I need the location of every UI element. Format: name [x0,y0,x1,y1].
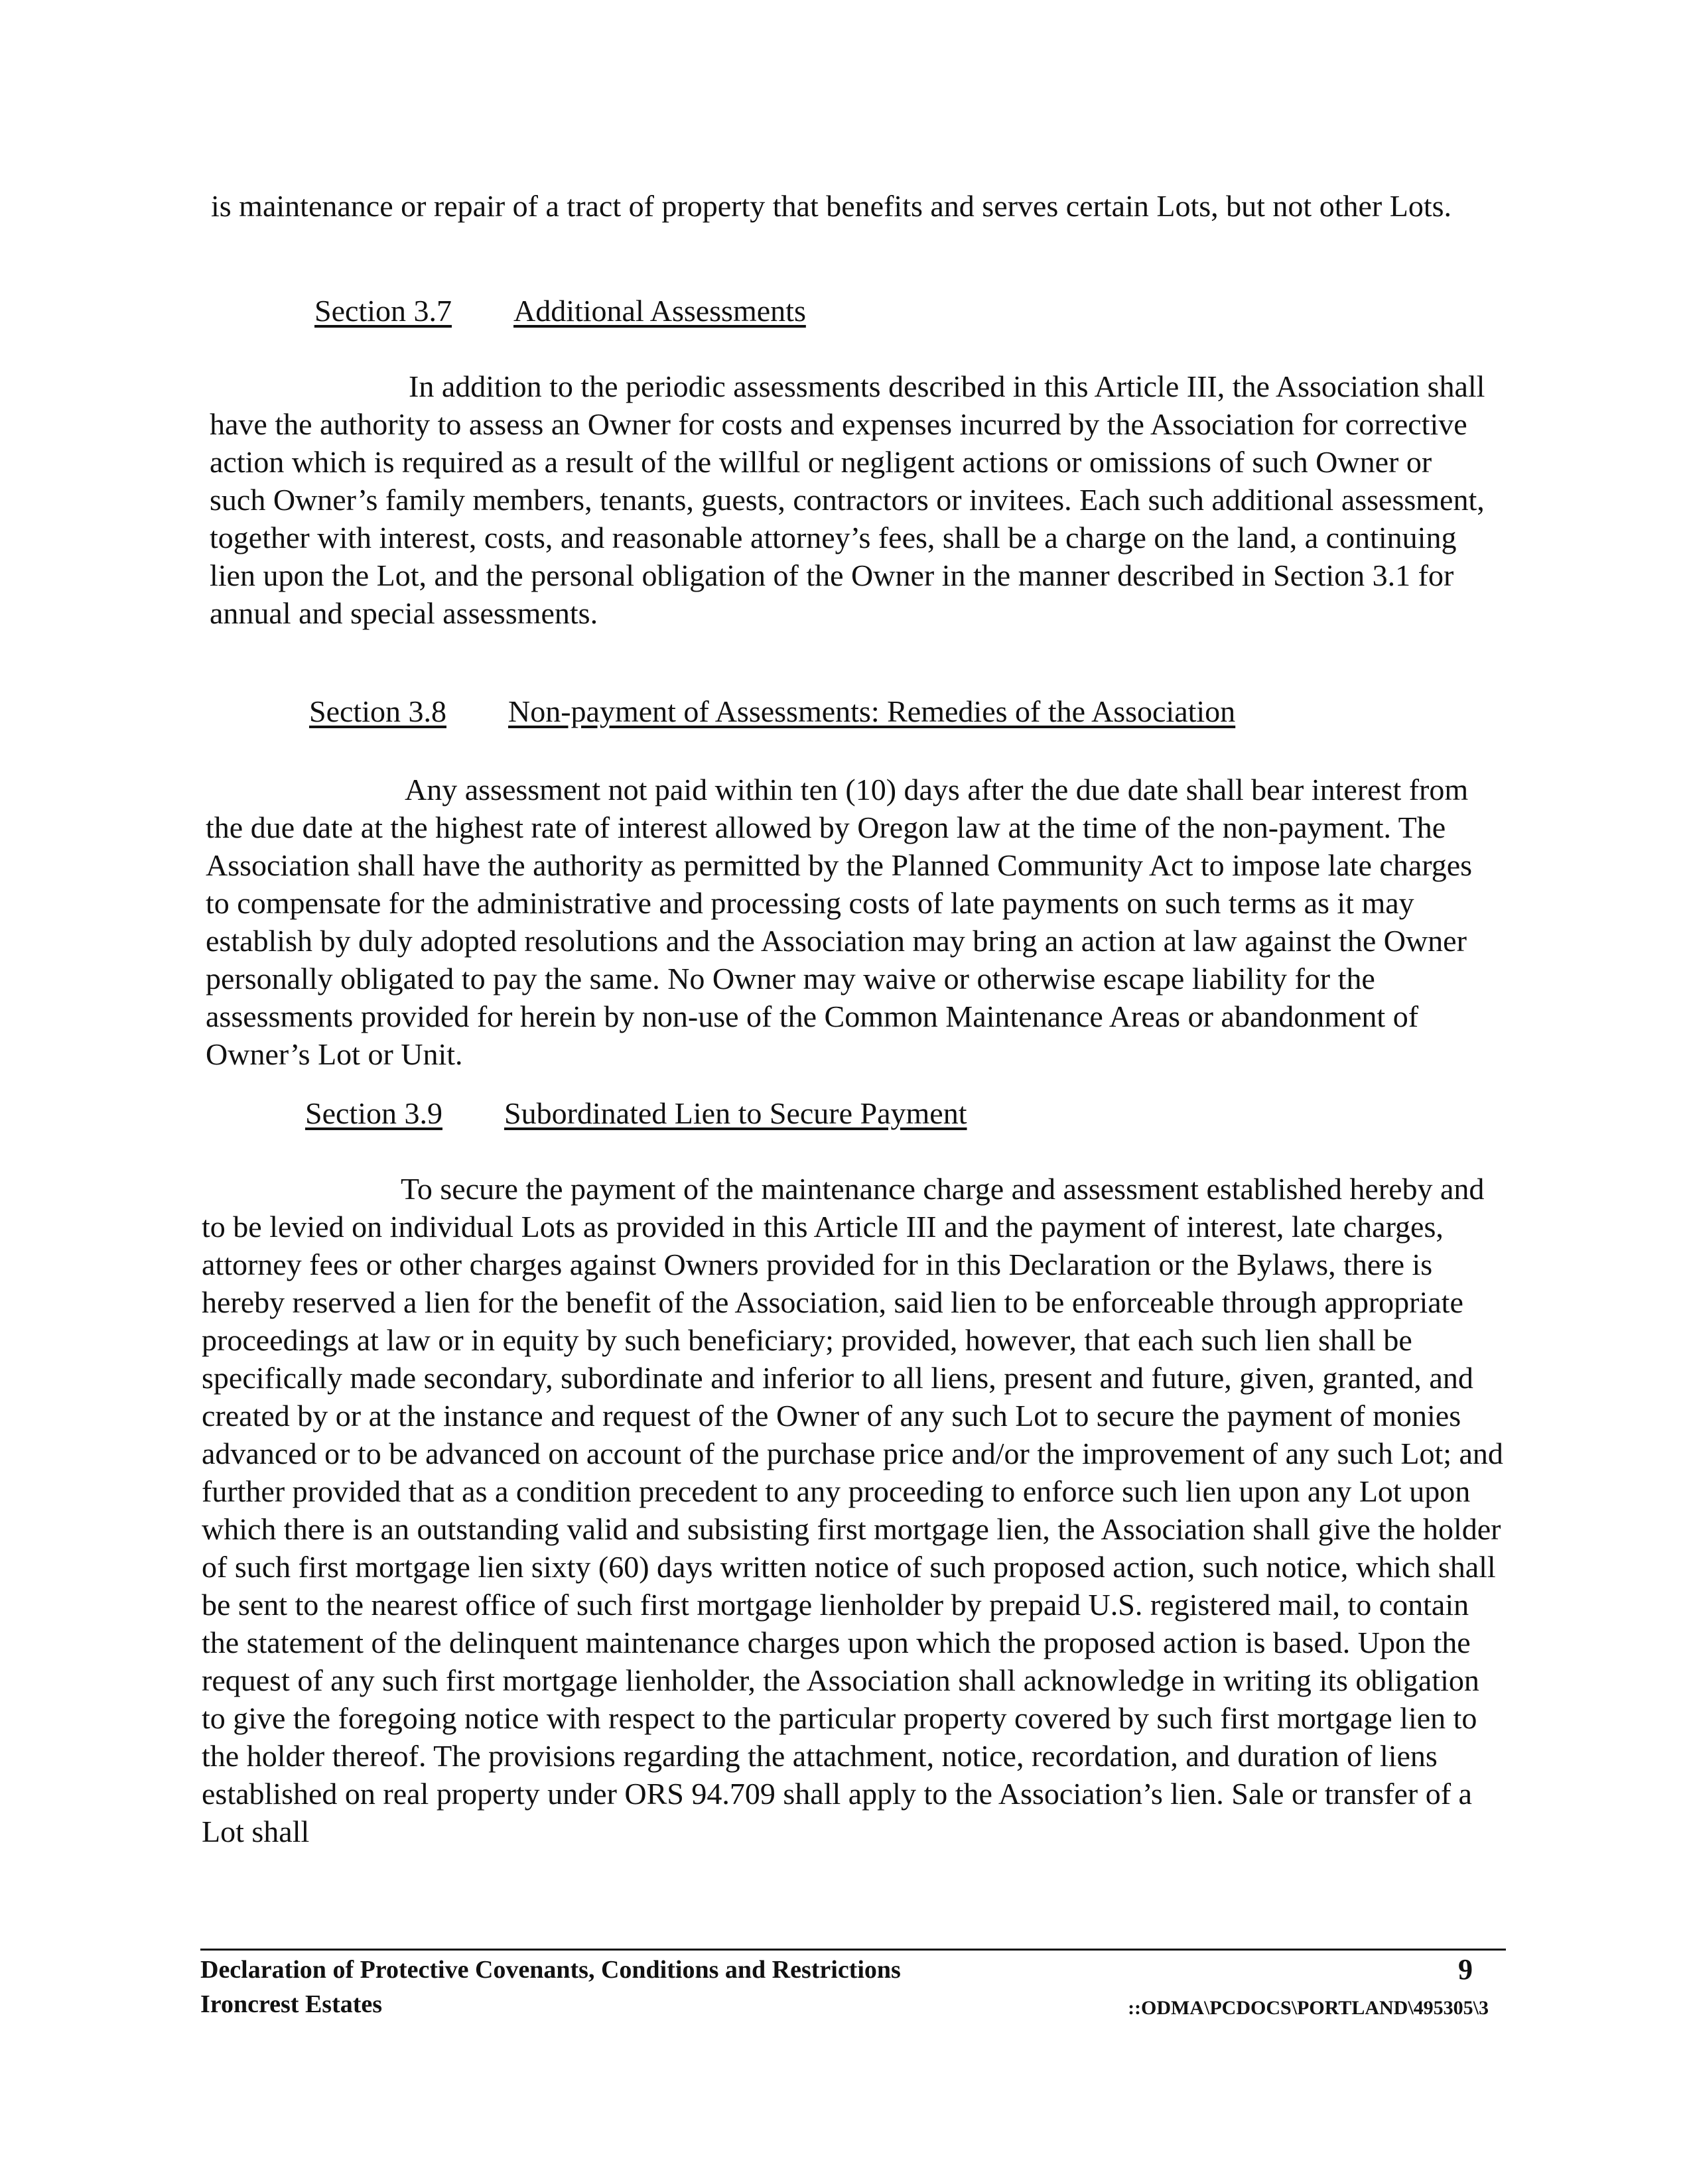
footer-rule [200,1949,1506,1951]
section-3-7-heading [314,292,806,330]
section-title: Subordinated Lien to Secure Payment [504,1096,967,1130]
footer-subtitle: Ironcrest Estates [200,1990,383,2018]
section-number: Section 3.9 [305,1096,442,1130]
paragraph-additional-assessments: In addition to the periodic assessments described in this Article III, the Association shall have the authority to assess an Owner for costs and expenses incurred by the Association for corrective action which is required as a result of the willful or negligent actions or omissions of such Owner or such Owner’s family members, tenants, guests, contractors or invitees. Each such additional assessment, together with interest, costs, and reasonable attorney’s fees, shall be a charge on the land, a continuing lien upon the Lot, and the personal obligation of the Owner in the manner described in Section 3.1 for annual and special assessments. [210,369,1485,630]
page-number: 9 [1458,1953,1473,1986]
section-number: Section 3.7 [314,294,452,328]
footer-title: Declaration of Protective Covenants, Conditions and Restrictions [200,1956,901,1984]
section-3-9-heading [305,1094,967,1132]
document-reference: ::ODMA\PCDOCS\PORTLAND\495305\3 [1128,1997,1489,2019]
section-title: Non-payment of Assessments: Remedies of the Association [508,694,1236,728]
section-3-8-heading [309,692,1236,730]
section-title: Additional Assessments [513,294,806,328]
paragraph-subordinated-lien: To secure the payment of the maintenance charge and assessment established hereby and to be levied on individual Lots as provided in this Article III and the payment of interest, late charges, attorney fees or other charges against Owners provided for in this Declaration or the Bylaws, there is hereby reserved a lien for the benefit of the Association, said lien to be enforceable through appropriate proceedings at law or in equity by such beneficiary; provided, however, that each such lien shall be specifically made secondary, subordinate and inferior to all liens, present and future, given, granted, and created by or at the instance and request of the Owner of any such Lot to secure the payment of monies advanced or to be advanced on account of the purchase price and/or the improvement of any such Lot; and further provided that as a condition precedent to any proceeding to enforce such lien upon any Lot upon which there is an outstanding valid and subsisting first mortgage lien, the Association shall give the holder of such first mortgage lien sixty (60) days written notice of such proposed action, such notice, which shall be sent to the nearest office of such first mortgage lienholder by prepaid U.S. registered mail, to contain the statement of the delinquent maintenance charges upon which the proposed action is based. Upon the request of any such first mortgage lienholder, the Association shall acknowledge in writing its obligation to give the foregoing notice with respect to the particular property covered by such first mortgage lien to the holder thereof. The provisions regarding the attachment, notice, recordation, and duration of liens established on real property under ORS 94.709 shall apply to the Association’s lien. Sale or transfer of a Lot shall [202,1172,1503,1848]
paragraph-continuation: is maintenance or repair of a tract of property that benefits and serves certain Lots, but not other Lots. [211,189,1452,223]
paragraph-non-payment: Any assessment not paid within ten (10) days after the due date shall bear interest from the due date at the highest rate of interest allowed by Oregon law at the time of the non-payment. The Association shall have the authority as permitted by the Planned Community Act to impose late charges to compensate for the administrative and processing costs of late payments on such terms as it may establish by duly adopted resolutions and the Association may bring an action at law against the Owner personally obligated to pay the same. No Owner may waive or otherwise escape liability for the assessments provided for herein by non-use of the Common Maintenance Areas or abandonment of Owner’s Lot or Unit. [206,773,1473,1071]
section-number: Section 3.8 [309,694,446,728]
